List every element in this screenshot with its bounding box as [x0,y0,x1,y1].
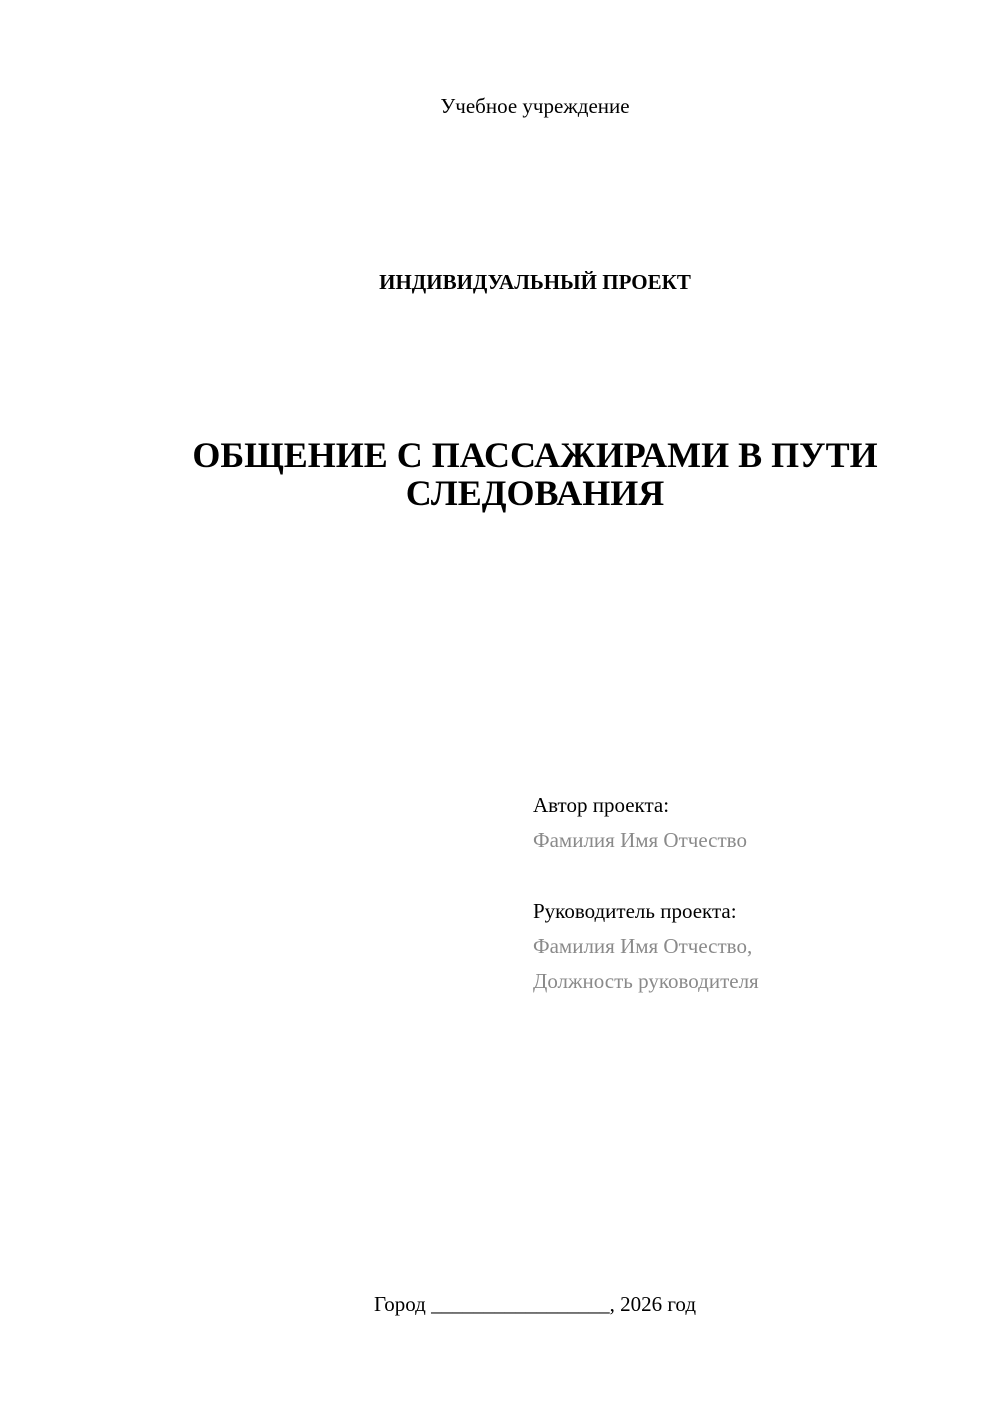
supervisor-name: Фамилия Имя Отчество, [533,934,753,958]
project-title-line-2: СЛЕДОВАНИЯ [405,473,665,513]
supervisor-label: Руководитель проекта: [533,899,737,923]
author-name: Фамилия Имя Отчество [533,828,747,852]
project-title [120,436,950,512]
credits-spacer [533,858,973,894]
credits-block [533,788,973,999]
city-year-footer: Город _________________, 2026 год [373,1292,697,1316]
supervisor-position: Должность руководителя [533,969,759,993]
document-type: ИНДИВИДУАЛЬНЫЙ ПРОЕКТ [379,270,691,294]
institution-name: Учебное учреждение [440,94,630,118]
author-label: Автор проекта: [533,793,670,817]
project-title-line-1: ОБЩЕНИЕ С ПАССАЖИРАМИ В ПУТИ [192,435,878,475]
